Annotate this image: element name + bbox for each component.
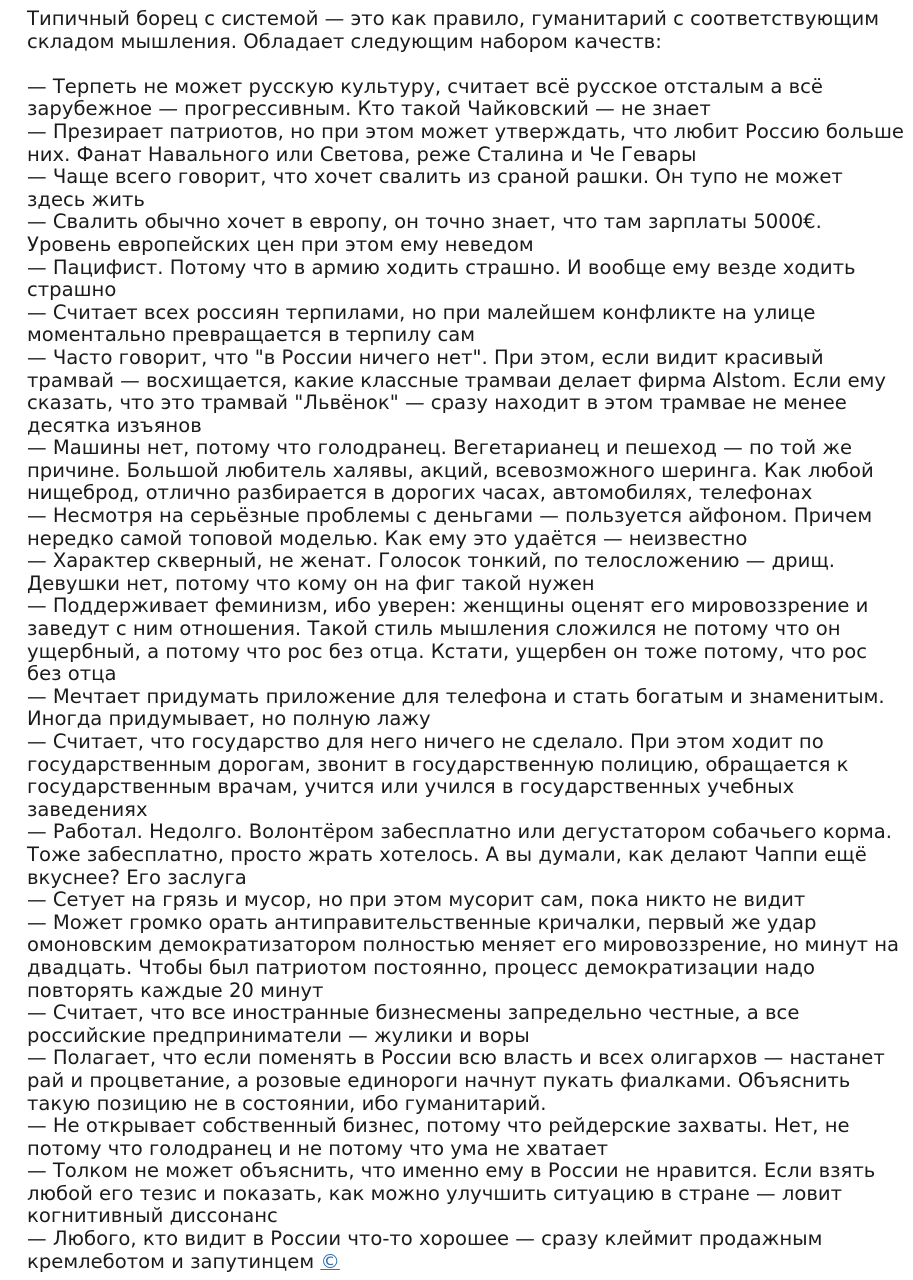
- list-item: — Пацифист. Потому что в армию ходить страшно. И вообще ему везде ходить страшно: [27, 255, 856, 302]
- list-item: — Считает, что все иностранные бизнесмены запредельно честные, а все российские предприниматели — жулики и воры: [27, 1001, 800, 1047]
- list-item: — Терпеть не может русскую культуру, считает всё русское отсталым а всё зарубежное — прогрессивным. Кто такой Чайковский — не знает: [27, 74, 823, 121]
- post-body: [27, 8, 907, 1273]
- list-item: — Чаще всего говорит, что хочет свалить из сраной рашки. Он тупо не может здесь жить: [27, 165, 843, 211]
- list-item: — Толком не может объяснить, что именно ему в России не нравится. Если взять любой его тезис и показать, как можно улучшить ситуацию в стране — ловит когнитивный диссонанс: [27, 1159, 876, 1228]
- list-item: — Характер скверный, не женат. Голосок тонкий, по телосложению — дрищ. Девушки нет, потому что кому он на фиг такой нужен: [27, 549, 836, 595]
- list-item: — Машины нет, потому что голодранец. Вегетарианец и пешеход — по той же причине. Большой любитель халявы, акций, всевозможного шеринга. Как любой нищеброд, отлично разбирается в дорогих часах, автомобилях, телефонах: [27, 436, 874, 505]
- list-item: — Работал. Недолго. Волонтёром забесплатно или дегустатором собачьего корма. Тоже забесплатно, просто жрать хотелось. А вы думали, как делают Чаппи ещё вкуснее? Его заслуга: [27, 820, 893, 889]
- post-intro: Типичный борец с системой — это как правило, гуманитарий с соответствующим складом мышления. Обладает следующим набором качеств:: [27, 7, 880, 53]
- list-item: — Часто говорит, что "в России ничего нет". При этом, если видит красивый трамвай — восхищается, какие классные трамваи делает фирма Alstom. Если ему сказать, что это трамвай "Львёнок" — сразу находит в этом трамвае не менее десятка изъянов: [27, 345, 886, 437]
- list-item-last: [27, 1228, 907, 1273]
- list-item: — Сетует на грязь и мусор, но при этом мусорит сам, пока никто не видит: [27, 888, 806, 912]
- list-item: — Несмотря на серьёзные проблемы с деньгами — пользуется айфоном. Причем нередко самой топовой моделью. Как ему это удаётся — неизвестно: [27, 504, 873, 550]
- copyright-link[interactable]: ©: [320, 1249, 340, 1273]
- list-item: — Полагает, что если поменять в России всю власть и всех олигархов — настанет рай и процветание, а розовые единороги начнут пукать фиалками. Объяснить такую позицию не в состоянии, ибо гуманитарий.: [27, 1046, 885, 1115]
- list-item: — Может громко орать антиправительственные кричалки, первый же удар омоновским демократизатором полностью меняет его мировоззрение, но минут на двадцать. Чтобы был патриотом постоянно, процесс демократизации надо повторять каждые 20 минут: [27, 910, 900, 1002]
- list-item: — Поддерживает феминизм, ибо уверен: женщины оценят его мировоззрение и заведут с ним отношения. Такой стиль мышления сложился не потому что он ущербный, а потому что рос без отца. Кстати, ущербен он тоже потому, что рос без отца: [27, 594, 869, 686]
- list-item: — Презирает патриотов, но при этом может утверждать, что любит Россию больше них. Фанат Навального или Светова, реже Сталина и Че Гевары: [27, 119, 904, 166]
- list-item: — Мечтает придумать приложение для телефона и стать богатым и знаменитым. Иногда придумывает, но полную лажу: [27, 684, 885, 731]
- list-item: — Считает всех россиян терпилами, но при малейшем конфликте на улице моментально превращается в терпилу сам: [27, 300, 816, 347]
- list-item: — Свалить обычно хочет в европу, он точно знает, что там зарплаты 5000€. Уровень европейских цен при этом ему неведом: [27, 210, 822, 256]
- qualities-list: [27, 76, 907, 1273]
- last-item-text: — Любого, кто видит в России что-то хорошее — сразу клеймит продажным кремлеботом и запутинцем: [27, 1227, 823, 1273]
- list-item: — Не открывает собственный бизнес, потому что рейдерские захваты. Нет, не потому что голодранец и не потому что ума не хватает: [27, 1114, 850, 1160]
- list-item: — Считает, что государство для него ничего не сделало. При этом ходит по государственным дорогам, звонит в государственную полицию, обращается к государственным врачам, учится или учился в государственных учебных заведениях: [27, 730, 849, 821]
